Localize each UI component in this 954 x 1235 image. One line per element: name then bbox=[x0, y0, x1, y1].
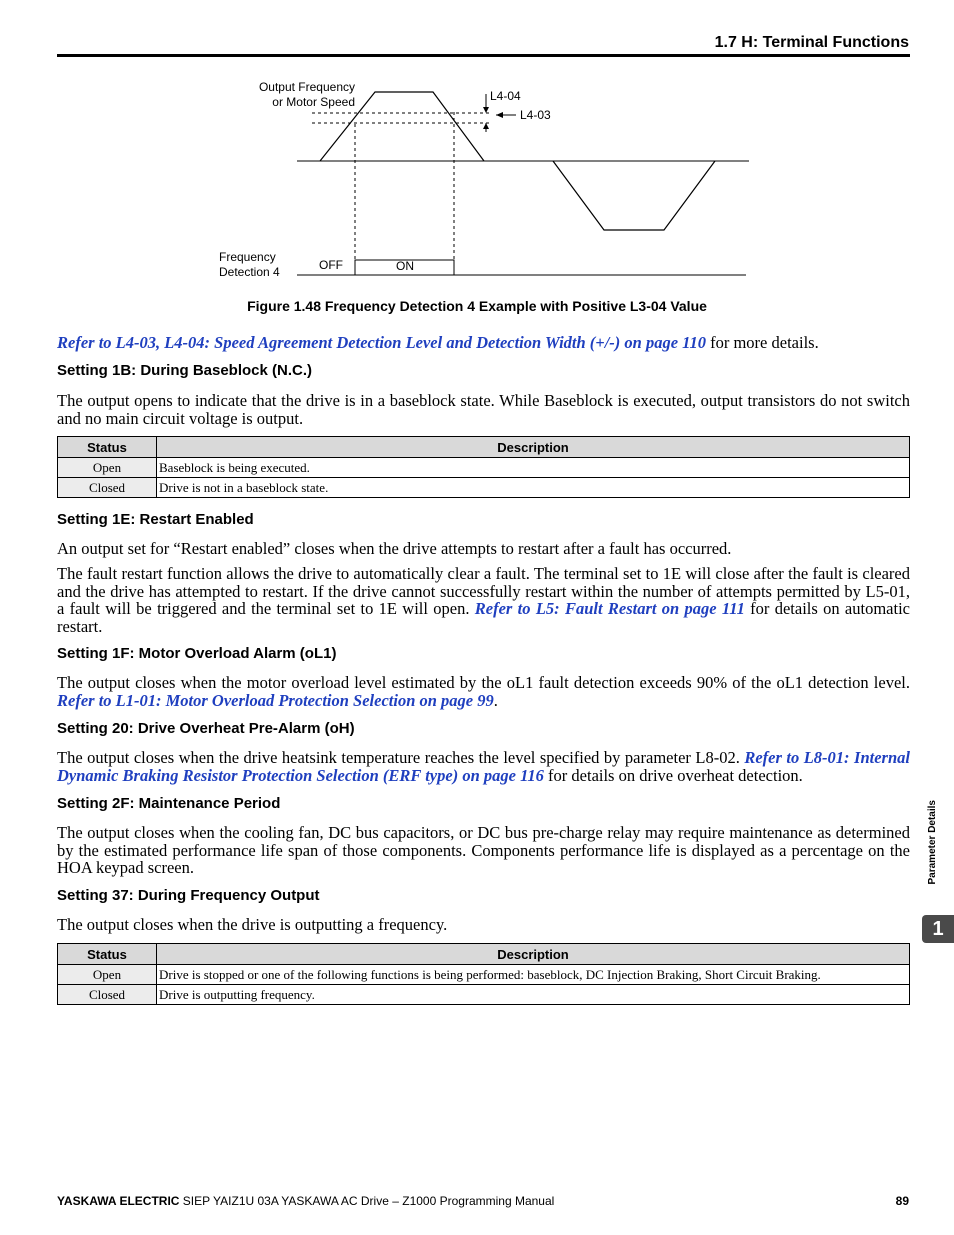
speed-waveform-reverse bbox=[553, 161, 715, 230]
ref-text: for more details. bbox=[705, 333, 819, 352]
l4-03-arrow bbox=[496, 112, 503, 118]
ref-link-l8-01[interactable]: Refer to L8-01: Internal Dynamic Braking Resistor Protection Selection (ERF type) on page 116 bbox=[57, 748, 910, 785]
chapter-tab: 1 bbox=[922, 915, 954, 943]
header-status: Status bbox=[58, 944, 157, 965]
footer-doc-info bbox=[57, 1194, 554, 1208]
text: . bbox=[493, 690, 498, 710]
header-status: Status bbox=[58, 437, 157, 458]
l4-04-label: L4-04 bbox=[490, 89, 521, 103]
text: The fault restart function allows the drive to automatically clear a fault. The terminal set to 1E will close after the fault is cleared and the drive has attempted to restart. If the drive cannot successfully restart within the number of attempts permitted by L5-01, a fault will be triggered and the terminal set to 1E will open. bbox=[57, 564, 910, 618]
paragraph-setting-1e-2 bbox=[57, 565, 910, 635]
heading-setting-2f: Setting 2F: Maintenance Period bbox=[57, 795, 281, 812]
heading-setting-20: Setting 20: Drive Overheat Pre-Alarm (oH) bbox=[57, 720, 355, 737]
page-number: 89 bbox=[895, 1194, 909, 1208]
side-tab-label: Parameter Details bbox=[927, 800, 938, 885]
table-header-row bbox=[58, 437, 910, 458]
text: for details on automatic restart. bbox=[57, 599, 910, 636]
text: for details on drive overheat detection. bbox=[543, 765, 803, 785]
text: The output closes when the motor overload level estimated by the oL1 fault detection exceeds 90% of the oL1 detection level. bbox=[57, 673, 910, 692]
heading-setting-1f: Setting 1F: Motor Overload Alarm (oL1) bbox=[57, 645, 337, 662]
header-description: Description bbox=[157, 437, 910, 458]
l4-04-arrow-up bbox=[483, 123, 489, 129]
footer-doc: SIEP YAIZ1U 03A YASKAWA AC Drive – Z1000 Programming Manual bbox=[179, 1194, 555, 1208]
paragraph-setting-1e-1: An output set for “Restart enabled” closes when the drive attempts to restart after a fault has occurred. bbox=[57, 539, 732, 558]
description-cell: Drive is not in a baseblock state. bbox=[157, 478, 910, 498]
fd-label-line2: Detection 4 bbox=[219, 265, 280, 279]
footer-brand: YASKAWA ELECTRIC bbox=[57, 1194, 180, 1208]
header-rule bbox=[57, 54, 910, 57]
on-label: ON bbox=[396, 259, 414, 273]
fd-label-line1: Frequency bbox=[219, 250, 276, 264]
status-cell: Open bbox=[58, 965, 157, 985]
status-table-1b bbox=[57, 436, 910, 498]
paragraph-setting-37: The output closes when the drive is outputting a frequency. bbox=[57, 915, 448, 934]
table-row bbox=[58, 965, 910, 985]
ref-link-l5[interactable]: Refer to L5: Fault Restart on page 111 bbox=[474, 599, 745, 618]
frequency-detection-diagram bbox=[200, 74, 760, 284]
description-cell: Drive is stopped or one of the following functions is being performed: baseblock, DC Injection Braking, Short Circuit Braking. bbox=[157, 965, 910, 985]
paragraph-setting-20 bbox=[57, 749, 910, 784]
ref-link-l4-03[interactable]: Refer to L4-03, L4-04: Speed Agreement Detection Level and Detection Width (+/-) on page 110 bbox=[57, 333, 706, 352]
paragraph-setting-1f bbox=[57, 674, 910, 709]
heading-setting-1b: Setting 1B: During Baseblock (N.C.) bbox=[57, 362, 313, 379]
description-cell: Baseblock is being executed. bbox=[157, 458, 910, 478]
off-label: OFF bbox=[319, 258, 343, 272]
figure-caption: Figure 1.48 Frequency Detection 4 Example with Positive L3-04 Value bbox=[247, 298, 707, 314]
status-cell: Closed bbox=[58, 985, 157, 1005]
table-row bbox=[58, 985, 910, 1005]
header-description: Description bbox=[157, 944, 910, 965]
text: The output closes when the drive heatsink temperature reaches the level specified by parameter L8-02. bbox=[57, 748, 745, 767]
description-cell: Drive is outputting frequency. bbox=[157, 985, 910, 1005]
heading-setting-37: Setting 37: During Frequency Output bbox=[57, 887, 320, 904]
status-table-37 bbox=[57, 943, 910, 1005]
status-cell: Open bbox=[58, 458, 157, 478]
reference-paragraph bbox=[57, 334, 910, 352]
paragraph-setting-1b: The output opens to indicate that the drive is in a baseblock state. While Baseblock is executed, output transistors do not switch and no main circuit voltage is output. bbox=[57, 391, 910, 428]
ref-link-l1-01[interactable]: Refer to L1-01: Motor Overload Protection Selection on page 99 bbox=[57, 690, 494, 710]
y-label-line1: Output Frequency bbox=[258, 80, 355, 94]
heading-setting-1e: Setting 1E: Restart Enabled bbox=[57, 511, 254, 528]
status-cell: Closed bbox=[58, 478, 157, 498]
paragraph-setting-2f: The output closes when the cooling fan, DC bus capacitors, or DC bus pre-charge relay may require maintenance as determined by the estimated performance life span of those components. Components performance life is displayed as a percentage on the HOA keypad screen. bbox=[57, 823, 910, 877]
table-row bbox=[58, 478, 910, 498]
table-header-row bbox=[58, 944, 910, 965]
section-title: 1.7 H: Terminal Functions bbox=[714, 34, 909, 51]
l4-04-arrow-down bbox=[483, 107, 489, 113]
l4-03-label: L4-03 bbox=[520, 108, 551, 122]
y-label-line2: or Motor Speed bbox=[272, 95, 355, 109]
table-row bbox=[58, 458, 910, 478]
